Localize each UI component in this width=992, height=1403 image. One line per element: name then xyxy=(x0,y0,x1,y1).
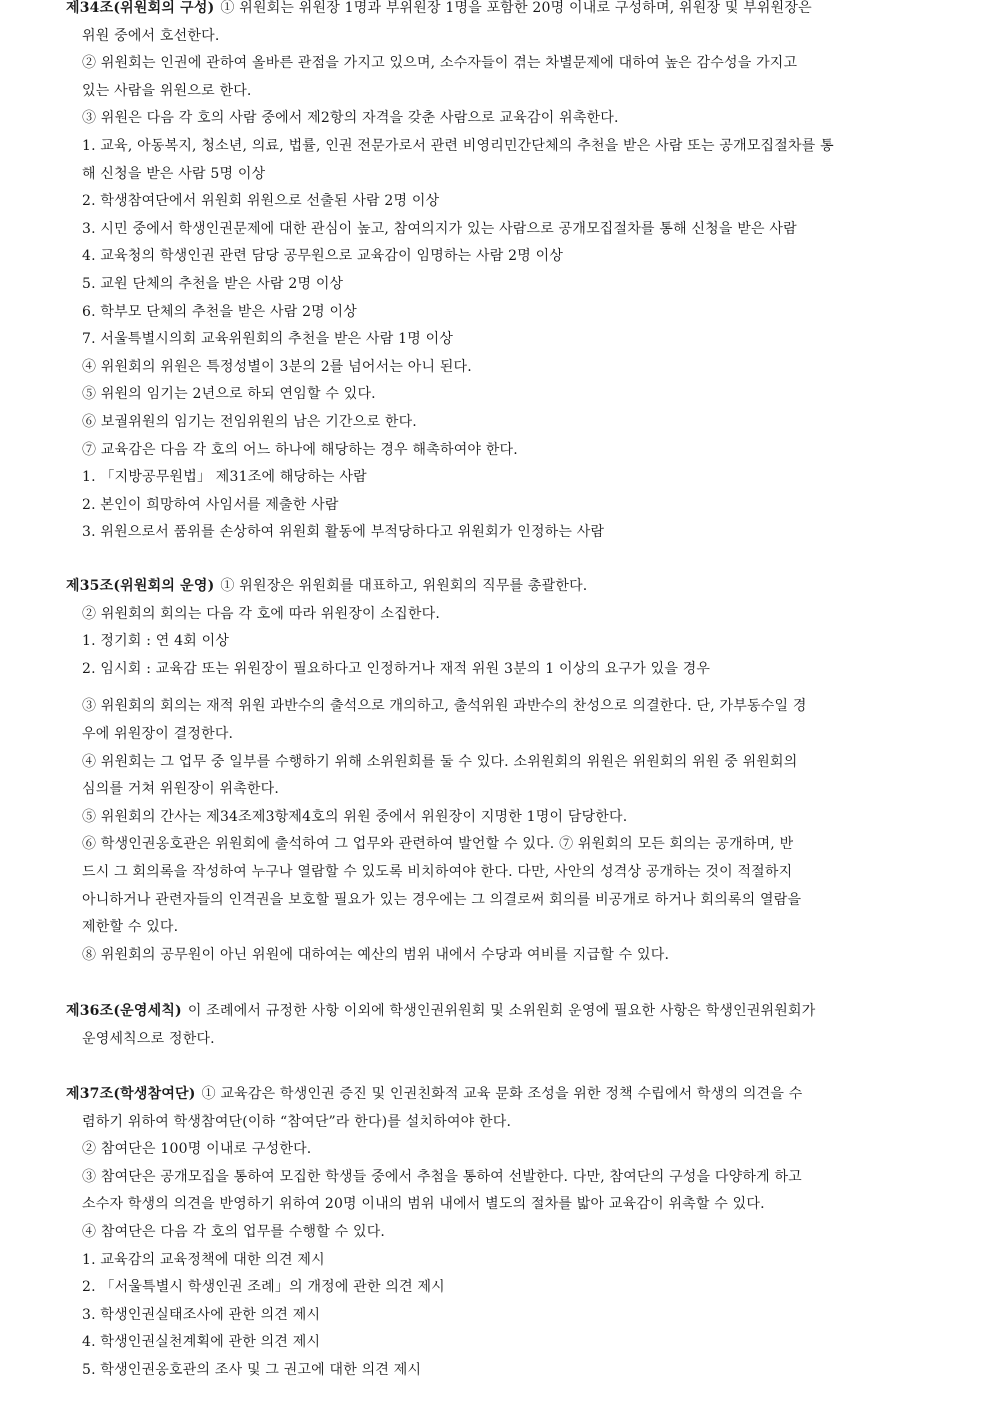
article-line: ② 참여단은 100명 이내로 구성한다. xyxy=(82,1141,312,1158)
article-34 xyxy=(66,0,930,547)
article-line: 3. 학생인권실태조사에 관한 의견 제시 xyxy=(82,1306,321,1323)
article-line: 3. 시민 중에서 학생인권문제에 대한 관심이 높고, 참여의지가 있는 사람으로 공개모집절차를 통해 신청을 받은 사람 xyxy=(82,220,797,237)
article-36 xyxy=(66,998,930,1053)
article-line: 드시 그 회의록을 작성하여 누구나 열람할 수 있도록 비치하여야 한다. 다만, 사안의 성격상 공개하는 것이 적절하지 xyxy=(82,863,793,880)
article-title: 제35조(위원회의 운영) xyxy=(66,578,215,594)
article-line: ⑤ 위원의 임기는 2년으로 하되 연임할 수 있다. xyxy=(82,386,376,403)
article-line: ② 위원회는 인권에 관하여 올바른 관점을 가지고 있으며, 소수자들이 겪는 차별문제에 대하여 높은 감수성을 가지고 xyxy=(82,55,798,72)
article-line: 아니하거나 관련자들의 인격권을 보호할 필요가 있는 경우에는 그 의결로써 회의를 비공개로 하거나 회의록의 열람을 xyxy=(82,891,802,908)
article-line: 소수자 학생의 의견을 반영하기 위하여 20명 이내의 범위 내에서 별도의 절차를 밟아 교육감이 위촉할 수 있다. xyxy=(82,1196,765,1213)
article-line: 제34조(위원회의 구성) ① 위원회는 위원장 1명과 부위원장 1명을 포함한 20명 이내로 구성하며, 위원장 및 부위원장은 xyxy=(66,0,812,16)
article-line: ⑧ 위원회의 공무원이 아닌 위원에 대하여는 예산의 범위 내에서 수당과 여비를 지급할 수 있다. xyxy=(82,946,670,963)
article-line: 5. 교원 단체의 추천을 받은 사람 2명 이상 xyxy=(82,275,344,292)
article-line: 3. 위원으로서 품위를 손상하여 위원회 활동에 부적당하다고 위원회가 인정하는 사람 xyxy=(82,524,605,541)
article-line: 우에 위원장이 결정한다. xyxy=(82,725,234,742)
article-title: 제37조(학생참여단) xyxy=(66,1086,196,1102)
article-line: ④ 참여단은 다음 각 호의 업무를 수행할 수 있다. xyxy=(82,1223,386,1240)
article-line: 4. 교육청의 학생인권 관련 담당 공무원으로 교육감이 임명하는 사람 2명 이상 xyxy=(82,248,564,265)
article-line: ④ 위원회의 위원은 특정성별이 3분의 2를 넘어서는 아니 된다. xyxy=(82,358,472,375)
article-line: ④ 위원회는 그 업무 중 일부를 수행하기 위해 소위원회를 둘 수 있다. 소위원회의 위원은 위원회의 위원 중 위원회의 xyxy=(82,753,798,770)
article-line: 제36조(운영세칙) 이 조례에서 규정한 사항 이외에 학생인권위원회 및 소위원회 운영에 필요한 사항은 학생인권위원회가 xyxy=(66,1003,816,1019)
article-line: 2. 「서울특별시 학생인권 조례」의 개정에 관한 의견 제시 xyxy=(82,1279,445,1296)
article-line: ③ 위원은 다음 각 호의 사람 중에서 제2항의 자격을 갖춘 사람으로 교육감이 위촉한다. xyxy=(82,110,619,127)
article-line: 2. 본인이 희망하여 사임서를 제출한 사람 xyxy=(82,496,339,513)
article-35 xyxy=(66,573,930,969)
article-line: 4. 학생인권실천계획에 관한 의견 제시 xyxy=(82,1334,321,1351)
article-title: 제34조(위원회의 구성) xyxy=(66,0,215,16)
article-line: 제37조(학생참여단) ① 교육감은 학생인권 증진 및 인권친화적 교육 문화 조성을 위한 정책 수립에서 학생의 의견을 수 xyxy=(66,1086,803,1102)
article-line: 5. 학생인권옹호관의 조사 및 그 권고에 대한 의견 제시 xyxy=(82,1361,422,1378)
article-line: ② 위원회의 회의는 다음 각 호에 따라 위원장이 소집한다. xyxy=(82,605,440,622)
article-line: ③ 위원회의 회의는 재적 위원 과반수의 출석으로 개의하고, 출석위원 과반수의 찬성으로 의결한다. 단, 가부동수일 경 xyxy=(82,698,807,715)
article-line: ⑦ 교육감은 다음 각 호의 어느 하나에 해당하는 경우 해촉하여야 한다. xyxy=(82,441,518,458)
article-line: 6. 학부모 단체의 추천을 받은 사람 2명 이상 xyxy=(82,303,357,320)
article-line: 제35조(위원회의 운영) ① 위원장은 위원회를 대표하고, 위원회의 직무를 총괄한다. xyxy=(66,578,588,594)
article-line: 2. 학생참여단에서 위원회 위원으로 선출된 사람 2명 이상 xyxy=(82,193,440,210)
article-line: ⑤ 위원회의 간사는 제34조제3항제4호의 위원 중에서 위원장이 지명한 1명이 담당한다. xyxy=(82,808,628,825)
article-line: 1. 교육감의 교육정책에 대한 의견 제시 xyxy=(82,1251,325,1268)
article-line: 1. 교육, 아동복지, 청소년, 의료, 법률, 인권 전문가로서 관련 비영리민간단체의 추천을 받은 사람 또는 공개모집절차를 통 xyxy=(82,137,834,154)
article-line: 렴하기 위하여 학생참여단(이하 “참여단”라 한다)를 설치하여야 한다. xyxy=(82,1113,512,1130)
article-line: ⑥ 학생인권옹호관은 위원회에 출석하여 그 업무와 관련하여 발언할 수 있다. ⑦ 위원회의 모든 회의는 공개하며, 반 xyxy=(82,836,794,853)
article-line: ③ 참여단은 공개모집을 통하여 모집한 학생들 중에서 추첨을 통하여 선발한다. 다만, 참여단의 구성을 다양하게 하고 xyxy=(82,1168,802,1185)
article-title: 제36조(운영세칙) xyxy=(66,1003,182,1019)
article-line: 7. 서울특별시의회 교육위원회의 추천을 받은 사람 1명 이상 xyxy=(82,331,454,348)
article-line: 위원 중에서 호선한다. xyxy=(82,27,220,44)
article-line: 1. 「지방공무원법」 제31조에 해당하는 사람 xyxy=(82,469,367,486)
article-line: 운영세칙으로 정한다. xyxy=(82,1030,215,1047)
article-line: 해 신청을 받은 사람 5명 이상 xyxy=(82,165,266,182)
article-line: 제한할 수 있다. xyxy=(82,919,179,936)
article-line: 있는 사람을 위원으로 한다. xyxy=(82,82,252,99)
article-line: 1. 정기회 : 연 4회 이상 xyxy=(82,633,230,650)
article-line: 2. 임시회 : 교육감 또는 위원장이 필요하다고 인정하거나 재적 위원 3분의 1 이상의 요구가 있을 경우 xyxy=(82,660,711,677)
article-37 xyxy=(66,1081,930,1385)
article-line: 심의를 거쳐 위원장이 위촉한다. xyxy=(82,781,280,798)
article-line: ⑥ 보궐위원의 임기는 전임위원의 남은 기간으로 한다. xyxy=(82,413,417,430)
